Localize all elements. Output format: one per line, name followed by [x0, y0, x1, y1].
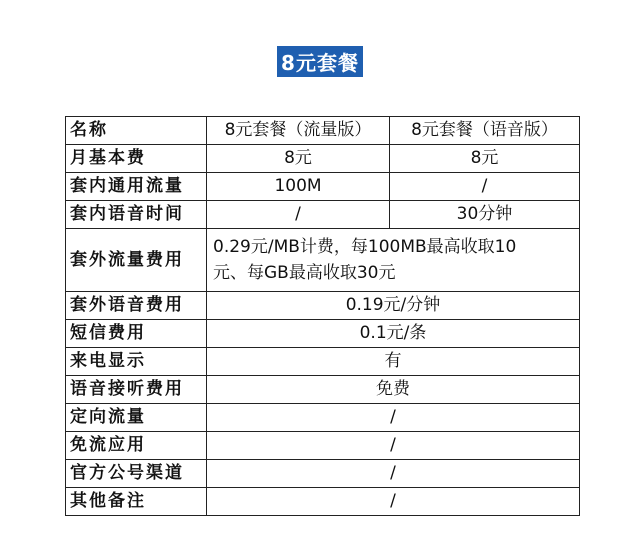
row-value: / — [207, 404, 580, 432]
table-row — [66, 376, 580, 404]
table-row — [66, 145, 580, 173]
header-voice-plan: 8元套餐（语音版） — [390, 117, 580, 145]
row-value: 0.1元/条 — [207, 320, 580, 348]
plan-table — [65, 116, 580, 516]
row-label: 短信费用 — [66, 320, 207, 348]
row-value-data-plan: 8元 — [207, 145, 390, 173]
row-label: 套外语音费用 — [66, 292, 207, 320]
table-row — [66, 292, 580, 320]
row-value-data-plan: / — [207, 201, 390, 229]
page-title: 8元套餐 — [277, 46, 363, 77]
row-value: / — [207, 432, 580, 460]
row-label: 官方公号渠道 — [66, 460, 207, 488]
row-value: 有 — [207, 348, 580, 376]
table-row — [66, 348, 580, 376]
row-label: 其他备注 — [66, 488, 207, 516]
row-value-voice-plan: 30分钟 — [390, 201, 580, 229]
table-row — [66, 488, 580, 516]
row-label: 语音接听费用 — [66, 376, 207, 404]
row-value: 0.19元/分钟 — [207, 292, 580, 320]
header-data-plan: 8元套餐（流量版） — [207, 117, 390, 145]
row-label: 定向流量 — [66, 404, 207, 432]
row-value: 免费 — [207, 376, 580, 404]
table-row-overage-data — [66, 229, 580, 292]
table-row — [66, 320, 580, 348]
row-value-overage-data — [207, 229, 580, 292]
row-label: 套外流量费用 — [66, 229, 207, 292]
table-row — [66, 432, 580, 460]
row-label: 套内通用流量 — [66, 173, 207, 201]
row-label: 免流应用 — [66, 432, 207, 460]
table-row — [66, 173, 580, 201]
row-value-voice-plan: 8元 — [390, 145, 580, 173]
table-row — [66, 460, 580, 488]
row-label: 来电显示 — [66, 348, 207, 376]
table-row — [66, 404, 580, 432]
header-name: 名称 — [66, 117, 207, 145]
overage-line-2: 元、每GB最高收取30元 — [213, 263, 396, 283]
row-label: 套内语音时间 — [66, 201, 207, 229]
overage-line-1: 0.29元/MB计费，每100MB最高收取10 — [213, 237, 517, 257]
row-value: / — [207, 460, 580, 488]
table-header-row — [66, 117, 580, 145]
row-label: 月基本费 — [66, 145, 207, 173]
row-value: / — [207, 488, 580, 516]
table-row — [66, 201, 580, 229]
row-value-data-plan: 100M — [207, 173, 390, 201]
row-value-voice-plan: / — [390, 173, 580, 201]
